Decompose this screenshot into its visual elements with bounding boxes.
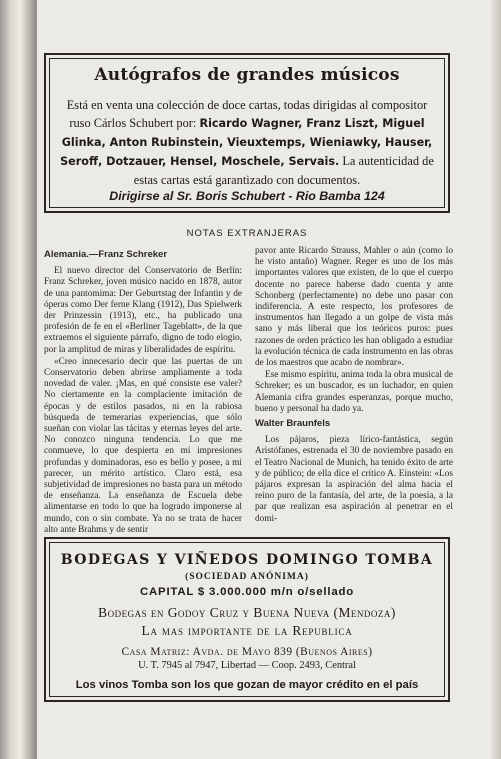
wineries-location: Bodegas en Godoy Cruz y Buena Nueva (Mendoza) <box>98 605 396 620</box>
paragraph: El nuevo director del Conservatorio de Berlín: Franz Schreker, joven músico nacido en 1878, autor de una pantomima: Der Geburtstag der Infantin y de óperas como Der ferne Klang (1912), Das Spielwerk der Prinzessin (1913), etc., ha publicado una profesión de fe en el «Berliner Tageblatt», de la que extraemos el siguiente párrafo, digno de todo elogio, por la amplitud de miras y liberalidades de espíritu. <box>44 266 242 355</box>
company-capital: CAPITAL $ 3.000.000 m/n o/sellado <box>140 586 354 598</box>
head-office-address: Casa Matriz: Avda. de Mayo 839 (Buenos Aires) <box>121 646 373 658</box>
ad-composers: Ricardo Wagner, Franz Liszt, Miguel Glinka, Anton Rubinstein, Vieuxtemps, Wieniawky, Hauser, Seroff, Dotzauer, Hensel, Moschele, Servais. <box>60 117 433 168</box>
ad-intro: Está en venta una colección de doce cartas, todas dirigidas al compositor ruso Cárlos Schubert por: <box>66 98 428 130</box>
book-binding <box>0 0 36 759</box>
company-slogan: Los vinos Tomba son los que gozan de mayor crédito en el país <box>75 679 419 691</box>
company-name: BODEGAS Y VIÑEDOS DOMINGO TOMBA <box>60 552 434 568</box>
autographs-advertisement <box>44 53 450 213</box>
ad-title: Autógrafos de grandes músicos <box>94 65 400 85</box>
paragraph: Los pájaros, pieza lírico-fantástica, según Aristófanes, estrenada el 30 de noviembre pasado en el Teatro Nacional de Munich, ha tenido éxito de arte y de público; de ella dice el crítico A. Einstein: «Los pájaros expresan la aspiración del alma hacia el reino puro de la fantasía, del arte, de la poesía, a la par que realizan esa aspiración al penetrar en el domi- <box>255 435 453 524</box>
company-type: (SOCIEDAD ANÓNIMA) <box>185 572 309 582</box>
left-column <box>44 246 242 535</box>
section-title: NOTAS EXTRANJERAS <box>186 228 308 239</box>
tomba-advertisement <box>44 537 450 702</box>
right-column <box>255 246 453 526</box>
ad-authenticity: La autenticidad de estas cartas está garantizado con documentos. <box>133 154 434 187</box>
phone-numbers: U. T. 7945 al 7947, Libertad — Coop. 2493, Central <box>138 660 356 671</box>
paragraph: «Creo innecesario decir que las puertas de un Conservatorio deben abrirse ampliamente a toda novedad de valer. ¡Mas, en qué consiste ese valer? No ciertamente en la complaciente imitación de épocas y de estilos pasados, ni en la rabiosa búsqueda de temerarias experiencias, que sólo sueñan con violar las tácitas y eternas leyes del arte. No conozco ninguna tendencia. Lo que me conmueve, lo que despierta en mí impresiones profundas y dominadoras, eso es bello y posee, a mi parecer, un mérito artístico. Claro está, esa subjetividad de impresiones no basta para un método de enseñanza. La enseñanza de Escuela debe alimentarse en todo lo que ha logrado imponerse al mundo, con o sin combate. Ya no se trata de hacer alto ante Brahms y de sentir <box>44 356 242 535</box>
paragraph-continued: pavor ante Ricardo Strauss, Mahler o aún (como lo he visto antaño) Wagner. Reger es uno de los más importantes valores que existen, de lo que el cuerpo docente no parece haberse dado cuenta y ante Schonberg (perfectamente) no debe uno pasar con indiferencia. A este respecto, los profesores de instrumentos han llegado a un golpe de vista más sano y más liberal que los teóricos puros: pues razones de orden práctico les han obligado a estudiar la evolución técnica de cada instrumento en las obras de los maestros que acabo de nombrar». <box>255 246 453 369</box>
ad-body <box>58 96 436 189</box>
company-claim: La mas importante de la Republica <box>141 623 353 638</box>
paragraph: Ese mismo espíritu, anima toda la obra musical de Schreker; es un buscador, es un luchador, en quien Alemania cifra grandes esperanzas, porque mucho, bueno y personal ha dado ya. <box>255 370 453 414</box>
page-edge <box>491 0 501 759</box>
article-heading-schreker: Alemania.—Franz Schreker <box>44 249 168 260</box>
ad-contact: Dirigirse al Sr. Boris Schubert - Rio Bamba 124 <box>109 189 385 203</box>
article-heading-braunfels: Walter Braunfels <box>255 418 331 430</box>
